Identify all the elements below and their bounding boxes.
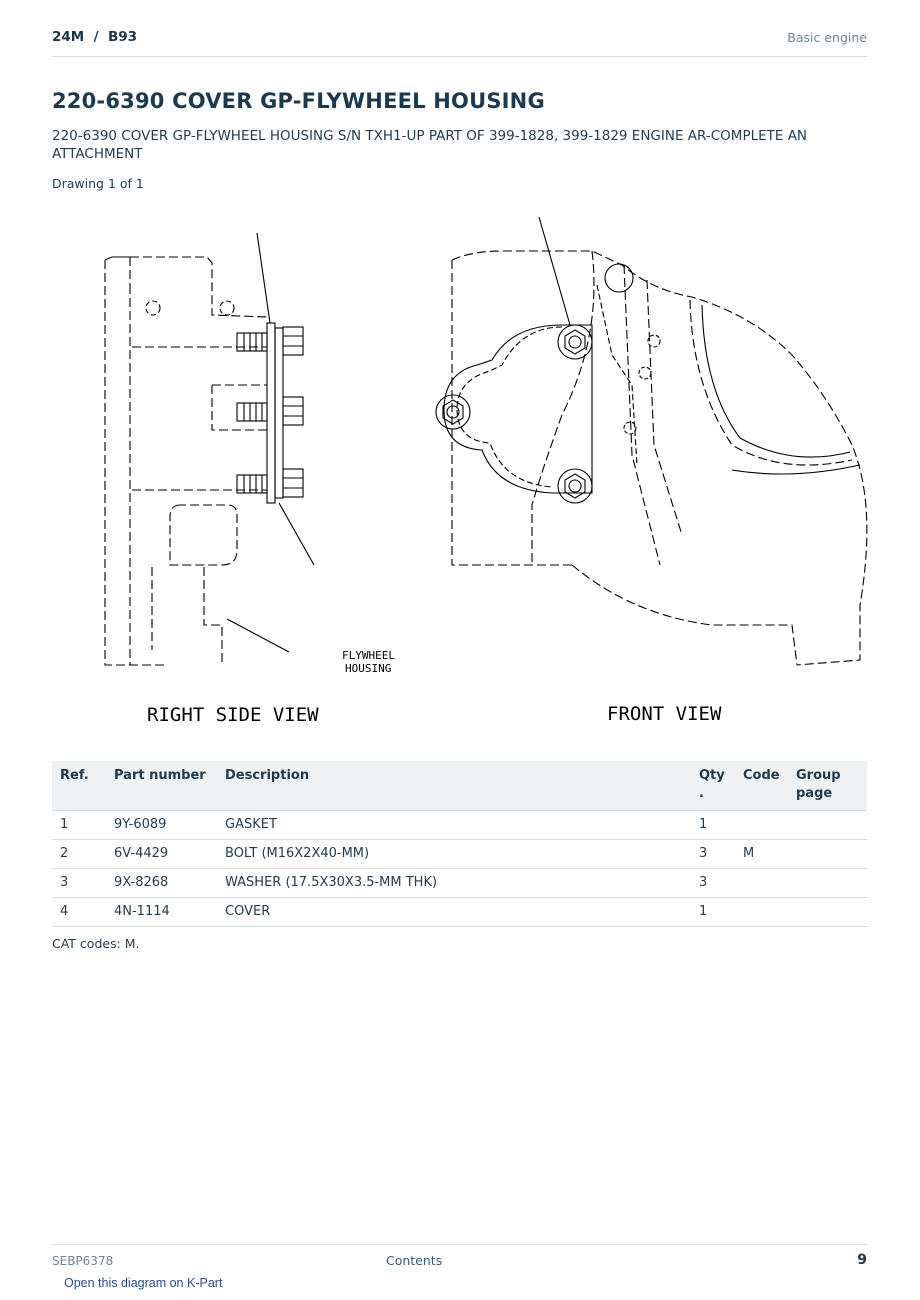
col-qty-line1: Qty <box>699 768 725 783</box>
cell-code <box>735 898 788 927</box>
page <box>52 0 867 1300</box>
cell-qty: 3 <box>691 840 735 869</box>
col-description: Description <box>217 761 691 811</box>
section-name: Basic engine <box>787 30 867 45</box>
callout-flywheel: FLYWHEEL <box>342 649 395 662</box>
bolt-middle <box>237 397 303 425</box>
page-title: 220-6390 COVER GP-FLYWHEEL HOUSING <box>52 89 545 113</box>
col-group-line2: page <box>796 785 833 801</box>
bolt-top <box>237 327 303 355</box>
view-label-right-side: RIGHT SIDE VIEW <box>147 704 319 726</box>
page-subtitle: 220-6390 COVER GP-FLYWHEEL HOUSING S/N TXH1-UP PART OF 399-1828, 399-1829 ENGINE AR-COMPLETE AN ATTACHMENT <box>52 128 808 162</box>
col-ref: Ref. <box>52 761 106 811</box>
contents-link[interactable]: Contents <box>386 1253 443 1268</box>
document-id: SEBP6378 <box>52 1254 114 1268</box>
cell-code <box>735 869 788 898</box>
cell-part-number: 9X-8268 <box>106 869 217 898</box>
cell-part-number: 6V-4429 <box>106 840 217 869</box>
cell-description: COVER <box>217 898 691 927</box>
cell-group-page <box>788 898 867 927</box>
col-group-page <box>788 761 867 811</box>
cat-codes-note: CAT codes: M. <box>52 936 140 951</box>
cell-description: GASKET <box>217 811 691 840</box>
cell-description: BOLT (M16X2X40-MM) <box>217 840 691 869</box>
parts-table <box>52 761 867 927</box>
cell-qty: 1 <box>691 898 735 927</box>
cell-code <box>735 811 788 840</box>
table-row <box>52 811 867 840</box>
col-code: Code <box>735 761 788 811</box>
cell-group-page <box>788 840 867 869</box>
cell-group-page <box>788 811 867 840</box>
front-view-drawing <box>436 217 867 665</box>
col-qty <box>691 761 735 811</box>
col-group-line1: Group <box>796 768 841 783</box>
cell-part-number: 4N-1114 <box>106 898 217 927</box>
drawing-counter: Drawing 1 of 1 <box>52 176 144 191</box>
cover-bolt-left <box>436 395 470 429</box>
col-part-number: Part number <box>106 761 217 811</box>
cell-ref: 1 <box>52 811 106 840</box>
cell-ref: 3 <box>52 869 106 898</box>
bolt-bottom <box>237 469 303 497</box>
parts-diagram <box>92 205 882 735</box>
table-row <box>52 840 867 869</box>
kpart-link[interactable]: Open this diagram on K-Part <box>64 1276 223 1290</box>
table-row <box>52 869 867 898</box>
cell-description: WASHER (17.5X30X3.5-MM THK) <box>217 869 691 898</box>
cell-qty: 1 <box>691 811 735 840</box>
callout-housing: HOUSING <box>345 662 392 675</box>
col-qty-line2: . <box>699 785 704 801</box>
cell-part-number: 9Y-6089 <box>106 811 217 840</box>
page-header <box>52 29 867 57</box>
page-number: 9 <box>857 1252 867 1268</box>
view-label-front: FRONT VIEW <box>607 703 722 725</box>
cell-qty: 3 <box>691 869 735 898</box>
breadcrumb: 24M / B93 <box>52 29 138 45</box>
table-header-row <box>52 761 867 811</box>
cell-group-page <box>788 869 867 898</box>
cover-bolt-top <box>558 325 592 359</box>
cell-ref: 2 <box>52 840 106 869</box>
cell-ref: 4 <box>52 898 106 927</box>
page-footer <box>52 1244 867 1273</box>
table-row <box>52 898 867 927</box>
cell-code: M <box>735 840 788 869</box>
cover-bolt-bottom <box>558 469 592 503</box>
right-side-view-drawing <box>105 233 314 665</box>
